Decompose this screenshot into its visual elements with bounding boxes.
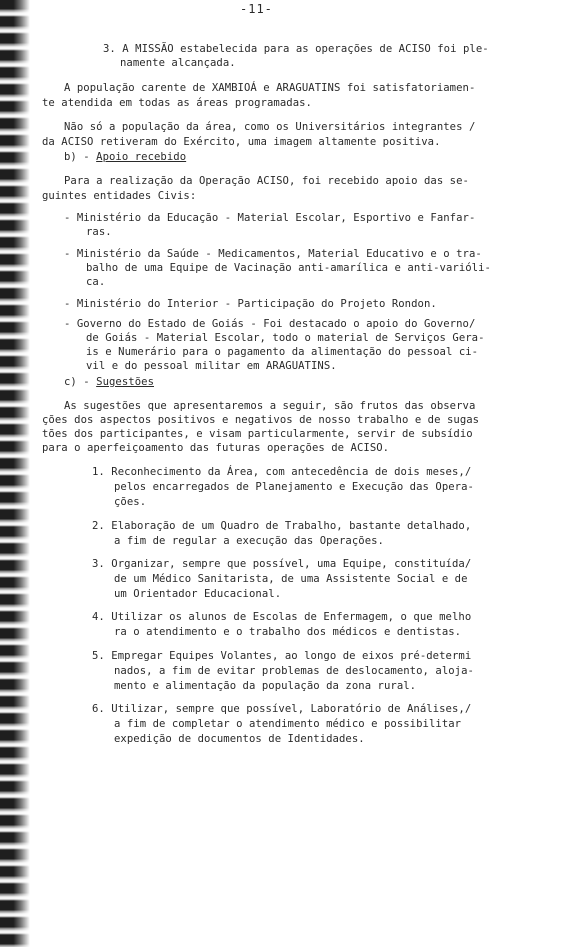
text-line: As sugestões que apresentaremos a seguir, são frutos das observa — [64, 400, 476, 412]
text-line: 3. Organizar, sempre que possível, uma Equipe, constituída/ — [92, 558, 472, 570]
text-line: a fim de regular a execução das Operações. — [114, 535, 384, 547]
text-line: - Governo do Estado de Goiás - Foi destacado o apoio do Governo/ — [64, 318, 476, 330]
text-line: - Ministério da Educação - Material Escolar, Esportivo e Fanfar- — [64, 212, 476, 224]
text-line: ras. — [86, 226, 112, 238]
text-line: pelos encarregados de Planejamento e Execução das Opera- — [114, 481, 474, 493]
text-line: guintes entidades Civis: — [42, 190, 197, 202]
section-heading-text: Apoio recebido — [96, 151, 187, 163]
text-line: - Ministério do Interior - Participação do Projeto Rondon. — [64, 298, 437, 310]
text-line: um Orientador Educacional. — [114, 588, 282, 600]
section-heading-sugestoes: c) - Sugestões — [64, 376, 154, 388]
text-line: 2. Elaboração de um Quadro de Trabalho, bastante detalhado, — [92, 520, 472, 532]
text-line: is e Numerário para o pagamento da alimentação do pessoal ci- — [86, 346, 479, 358]
binding-holes-strip — [0, 0, 30, 947]
text-line: te atendida em todas as áreas programadas. — [42, 97, 312, 109]
text-line: Não só a população da área, como os Universitários integrantes / — [64, 121, 476, 133]
text-line: ra o atendimento e o trabalho dos médicos e dentistas. — [114, 626, 462, 638]
text-line: 4. Utilizar os alunos de Escolas de Enfermagem, o que melho — [92, 611, 472, 623]
text-line: tões dos participantes, e visam particularmente, servir de subsídio — [42, 428, 473, 440]
text-line: A população carente de XAMBIOÁ e ARAGUATINS foi satisfatoriamen- — [64, 82, 476, 94]
text-line: da ACISO retiveram do Exército, uma imagem altamente positiva. — [42, 136, 441, 148]
text-line: 1. Reconhecimento da Área, com antecedência de dois meses,/ — [92, 466, 472, 478]
text-line: 3. A MISSÃO estabelecida para as operações de ACISO foi ple- — [103, 43, 489, 55]
text-line: de Goiás - Material Escolar, todo o material de Serviços Gera- — [86, 332, 485, 344]
text-line: vil e do pessoal militar em ARAGUATINS. — [86, 360, 337, 372]
text-line: 5. Empregar Equipes Volantes, ao longo de eixos pré-determi — [92, 650, 472, 662]
text-line: mento e alimentação da população da zona rural. — [114, 680, 417, 692]
section-heading-apoio: b) - Apoio recebido — [64, 151, 187, 163]
text-line: ções. — [114, 496, 147, 508]
page-number: -11- — [240, 2, 273, 16]
section-heading-text: Sugestões — [96, 376, 154, 388]
text-line: namente alcançada. — [120, 57, 236, 69]
text-line: 6. Utilizar, sempre que possível, Laboratório de Análises,/ — [92, 703, 472, 715]
text-line: expedição de documentos de Identidades. — [114, 733, 365, 745]
text-line: Para a realização da Operação ACISO, foi recebido apoio das se- — [64, 175, 469, 187]
text-line: de um Médico Sanitarista, de uma Assistente Social e de — [114, 573, 468, 585]
text-line: - Ministério da Saúde - Medicamentos, Material Educativo e o tra- — [64, 248, 482, 260]
text-line: para o aperfeiçoamento das futuras operações de ACISO. — [42, 442, 390, 454]
text-line: nados, a fim de evitar problemas de deslocamento, aloja- — [114, 665, 474, 677]
text-line: a fim de completar o atendimento médico e possibilitar — [114, 718, 462, 730]
text-line: ções dos aspectos positivos e negativos de nosso trabalho e de sugas — [42, 414, 480, 426]
text-line: balho de uma Equipe de Vacinação anti-amarílica e anti-varióli- — [86, 262, 491, 274]
text-line: ca. — [86, 276, 106, 288]
